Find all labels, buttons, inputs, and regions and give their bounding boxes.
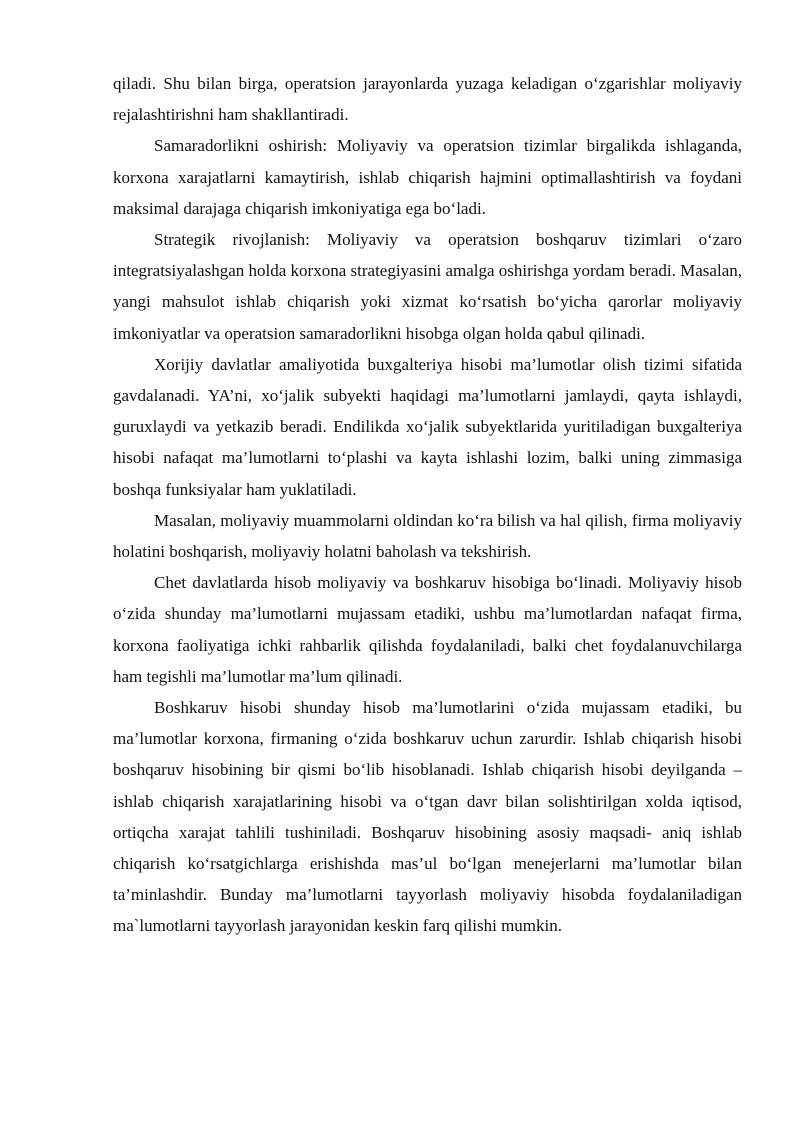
- paragraph-3: Strategik rivojlanish: Moliyaviy va operatsion boshqaruv tizimlari o‘zaro integratsiyalashgan holda korxona strategiyasini amalga oshirishga yordam beradi. Masalan, yangi mahsulot ishlab chiqarish yoki xizmat ko‘rsatish bo‘yicha qarorlar moliyaviy imkoniyatlar va operatsion samaradorlikni hisobga olgan holda qabul qilinadi.: [113, 230, 742, 343]
- paragraph-2: Samaradorlikni oshirish: Moliyaviy va operatsion tizimlar birgalikda ishlaganda, korxona xarajatlarni kamaytirish, ishlab chiqarish hajmini optimallashtirish va foydani maksimal darajaga chiqarish imkoniyatiga ega bo‘ladi.: [113, 136, 742, 218]
- paragraph-6: Chet davlatlarda hisob moliyaviy va boshkaruv hisobiga bo‘linadi. Moliyaviy hisob o‘zida shunday ma’lumotlarni mujassam etadiki, ushbu ma’lumotlardan nafaqat firma, korxona faoliyatiga ichki rahbarlik qilishda foydalaniladi, balki chet foydalanuvchilarga ham tegishli ma’lumotlar ma’lum qilinadi.: [113, 573, 742, 686]
- paragraph-4: Xorijiy davlatlar amaliyotida buxgalteriya hisobi ma’lumotlar olish tizimi sifatida gavdalanadi. YA’ni, xo‘jalik subyekti haqidagi ma’lumotlarni jamlaydi, qayta ishlaydi, guruxlaydi va yetkazib beradi. Endilikda xo‘jalik subyektlarida yuritiladigan buxgalteriya hisobi nafaqat ma’lumotlarni to‘plashi va kayta ishlashi lozim, balki uning zimmasiga boshqa funksiyalar ham yuklatiladi.: [113, 354, 742, 499]
- paragraph-7: Boshkaruv hisobi shunday hisob ma’lumotlarini o‘zida mujassam etadiki, bu ma’lumotlar korxona, firmaning o‘zida boshkaruv uchun zarurdir. Ishlab chiqarish hisobi boshqaruv hisobining bir qismi bo‘lib hisoblanadi. Ishlab chiqarish hisobi deyilganda – ishlab chiqarish xarajatlarining hisobi va o‘tgan davr bilan solishtirilgan xolda iqtisod, ortiqcha xarajat tahlili tushiniladi. Boshqaruv hisobining asosiy maqsadi- aniq ishlab chiqarish ko‘rsatgichlarga erishishda mas’ul bo‘lgan menejerlarni ma’lumotlar bilan ta’minlashdir. Bunday ma’lumotlarni tayyorlash moliyaviy hisobda foydalaniladigan ma`lumotlarni tayyorlash jarayonidan keskin farq qilishi mumkin.: [113, 698, 742, 936]
- document-page: [113, 68, 742, 942]
- paragraph-1: qiladi. Shu bilan birga, operatsion jarayonlarda yuzaga keladigan o‘zgarishlar moliyaviy rejalashtirishni ham shakllantiradi.: [113, 74, 742, 125]
- paragraph-5: Masalan, moliyaviy muammolarni oldindan ko‘ra bilish va hal qilish, firma moliyaviy holatini boshqarish, moliyaviy holatni baholash va tekshirish.: [113, 510, 742, 562]
